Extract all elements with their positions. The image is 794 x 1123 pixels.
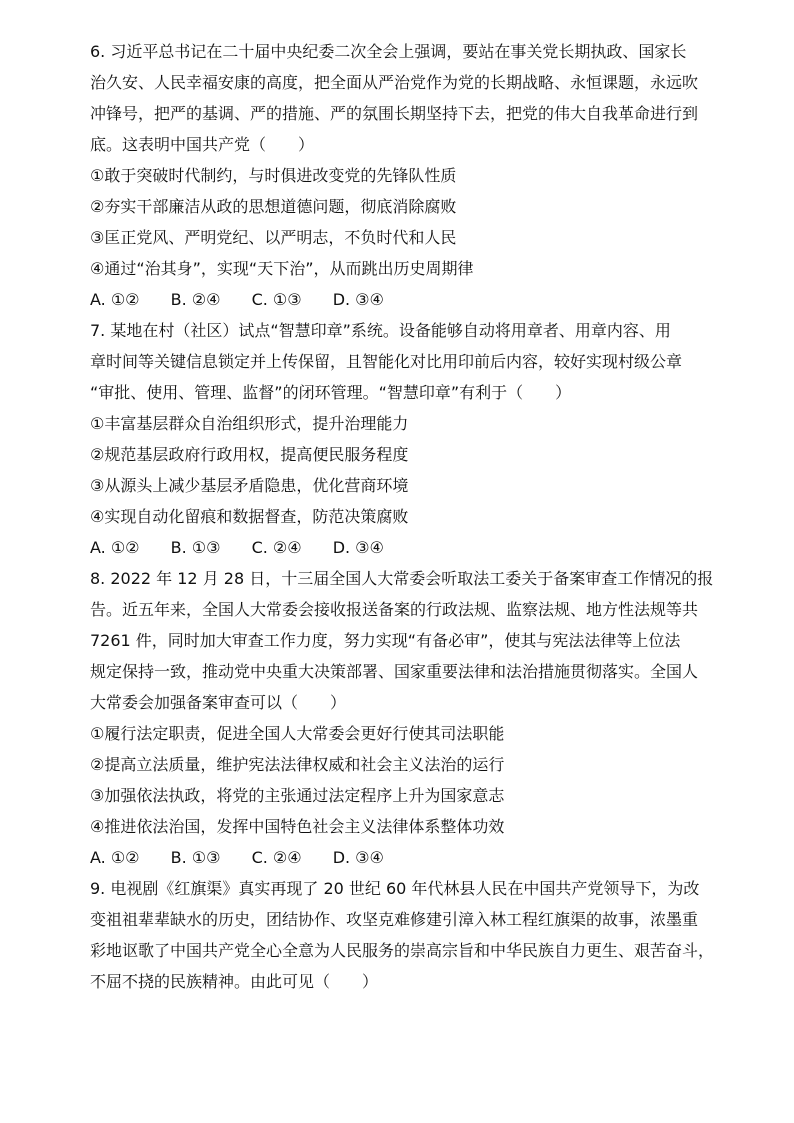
answer-choice-b: B. ①③ — [170, 538, 221, 557]
question-option: ③加强依法执政，将党的主张通过法定程序上升为国家意志 — [90, 786, 505, 805]
question-6 — [90, 36, 720, 315]
question-7 — [90, 315, 720, 563]
question-stem-line: “审批、使用、管理、监督”的闭环管理。“智慧印章”有利于（ ） — [90, 383, 572, 402]
question-option: ①敢于突破时代制约，与时俱进改变党的先锋队性质 — [90, 166, 457, 185]
question-stem-line: 9. 电视剧《红旗渠》真实再现了 20 世纪 60 年代林县人民在中国共产党领导下，为改 — [90, 879, 700, 898]
answer-choice-c: C. ②④ — [251, 848, 302, 867]
answer-choice-d: D. ③④ — [332, 848, 384, 867]
question-stem-line: 不屈不挠的民族精神。由此可见（ ） — [90, 972, 379, 991]
question-option: ④推进依法治国，发挥中国特色社会主义法律体系整体功效 — [90, 817, 505, 836]
answer-choice-d: D. ③④ — [332, 538, 384, 557]
answer-choice-a: A. ①② — [90, 538, 140, 557]
question-stem-line: 大常委会加强备案审查可以（ ） — [90, 693, 347, 712]
answer-choices — [90, 284, 720, 315]
question-option: ④实现自动化留痕和数据督查，防范决策腐败 — [90, 507, 409, 526]
answer-choices — [90, 842, 720, 873]
question-option: ③匡正党风、严明党纪、以严明志，不负时代和人民 — [90, 228, 457, 247]
question-stem-line: 彩地讴歌了中国共产党全心全意为人民服务的崇高宗旨和中华民族自力更生、艰苦奋斗， — [90, 941, 715, 960]
answer-choice-a: A. ①② — [90, 848, 140, 867]
question-stem-line: 章时间等关键信息锁定并上传保留，且智能化对比用印前后内容，较好实现村级公章 — [90, 352, 683, 371]
answer-choices — [90, 532, 720, 563]
question-stem-line: 告。近五年来，全国人大常委会接收报送备案的行政法规、监察法规、地方性法规等共 — [90, 600, 699, 619]
question-stem-line: 8. 2022 年 12 月 28 日，十三届全国人大常委会听取法工委关于备案审查工作情况的报 — [90, 569, 714, 588]
question-stem-line: 7. 某地在村（社区）试点“智慧印章”系统。设备能够自动将用章者、用章内容、用 — [90, 321, 671, 340]
question-option: ②夯实干部廉洁从政的思想道德问题，彻底消除腐败 — [90, 197, 457, 216]
question-stem-line: 7261 件，同时加大审查工作力度，努力实现“有备必审”，使其与宪法法律等上位法 — [90, 631, 681, 650]
answer-choice-b: B. ②④ — [170, 290, 221, 309]
question-option: ②提高立法质量，维护宪法法律权威和社会主义法治的运行 — [90, 755, 505, 774]
answer-choice-d: D. ③④ — [332, 290, 384, 309]
question-option: ①丰富基层群众自治组织形式，提升治理能力 — [90, 414, 409, 433]
question-stem-line: 6. 习近平总书记在二十届中央纪委二次全会上强调，要站在事关党长期执政、国家长 — [90, 42, 687, 61]
answer-choice-a: A. ①② — [90, 290, 140, 309]
answer-choice-c: C. ②④ — [251, 538, 302, 557]
answer-choice-c: C. ①③ — [251, 290, 302, 309]
question-option: ①履行法定职责，促进全国人大常委会更好行使其司法职能 — [90, 724, 505, 743]
question-option: ③从源头上减少基层矛盾隐患，优化营商环境 — [90, 476, 409, 495]
question-stem-line: 规定保持一致，推动党中央重大决策部署、国家重要法律和法治措施贯彻落实。全国人 — [90, 662, 699, 681]
exam-content — [90, 36, 720, 997]
question-8 — [90, 563, 720, 873]
question-stem-line: 治久安、人民幸福安康的高度，把全面从严治党作为党的长期战略、永恒课题，永远吹 — [90, 73, 699, 92]
question-option: ④通过“治其身”，实现“天下治”，从而跳出历史周期律 — [90, 259, 474, 278]
answer-choice-b: B. ①③ — [170, 848, 221, 867]
question-option: ②规范基层政府行政用权，提高便民服务程度 — [90, 445, 409, 464]
question-stem-line: 变祖祖辈辈缺水的历史，团结协作、攻坚克难修建引漳入林工程红旗渠的故事，浓墨重 — [90, 910, 699, 929]
question-stem-line: 底。这表明中国共产党（ ） — [90, 135, 315, 154]
question-9 — [90, 873, 720, 997]
question-stem-line: 冲锋号，把严的基调、严的措施、严的氛围长期坚持下去，把党的伟大自我革命进行到 — [90, 104, 699, 123]
